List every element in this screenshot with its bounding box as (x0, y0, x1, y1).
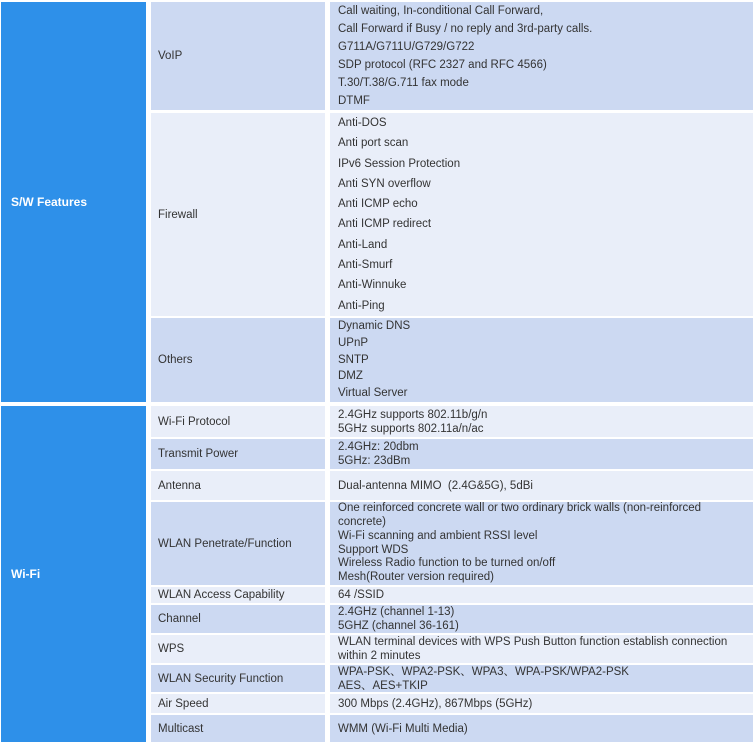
value-line: Anti-Ping (338, 299, 385, 312)
row-values-cell (330, 635, 753, 663)
spec-row-channel (151, 605, 753, 633)
row-values-cell (330, 2, 753, 110)
value-line: SDP protocol (RFC 2327 and RFC 4566) (338, 59, 547, 71)
row-label: Wi-Fi Protocol (158, 415, 231, 428)
row-values-cell (330, 694, 753, 713)
spec-row-antenna (151, 471, 753, 500)
row-label-cell (151, 502, 325, 585)
row-label-cell (151, 113, 325, 316)
spec-row-firewall (151, 113, 753, 316)
value-line: WLAN terminal devices with WPS Push Button function establish connection (338, 636, 728, 648)
row-values-cell (330, 406, 753, 437)
value-line: Dynamic DNS (338, 320, 411, 332)
value-line: Call Forward if Busy / no reply and 3rd-party calls. (338, 23, 593, 35)
row-label: Firewall (158, 208, 198, 221)
value-line: 2.4GHz: 20dbm (338, 441, 419, 453)
row-label-cell (151, 439, 325, 469)
value-line: DMZ (338, 370, 363, 383)
row-values-cell (330, 113, 753, 316)
spec-row-transmit-power (151, 439, 753, 469)
value-line: UPnP (338, 336, 369, 349)
value-line: Wireless Radio function to be turned on/off (338, 557, 556, 570)
row-label-cell (151, 318, 325, 402)
value-line: One reinforced concrete wall or two ordinary brick walls (non-reinforced (338, 502, 702, 515)
row-label: WPS (158, 643, 185, 655)
row-label-cell (151, 665, 325, 692)
value-line: 5GHz: 23dBm (338, 455, 411, 467)
spec-row-wlan-penetrate-function (151, 502, 753, 585)
value-line: concrete) (338, 515, 386, 528)
row-values-cell (330, 502, 753, 585)
value-line: Support WDS (338, 543, 409, 556)
value-line: 5GHZ (channel 36-161) (338, 620, 459, 632)
row-label-cell (151, 715, 325, 742)
spec-row-wps (151, 635, 753, 663)
value-line: Anti-DOS (338, 117, 387, 129)
row-label-cell (151, 471, 325, 500)
spec-row-voip (151, 2, 753, 110)
row-label-cell (151, 587, 325, 603)
value-line: within 2 minutes (338, 650, 421, 662)
value-line: 5GHz supports 802.11a/n/ac (338, 422, 484, 435)
value-line: Mesh(Router version required) (338, 571, 494, 584)
row-label-cell (151, 635, 325, 663)
row-values-cell (330, 439, 753, 469)
value-line: Anti port scan (338, 137, 409, 150)
spec-row-wifi-protocol (151, 406, 753, 437)
row-label: Antenna (158, 479, 201, 492)
row-values-cell (330, 665, 753, 692)
row-label: Transmit Power (158, 448, 239, 460)
row-label: Air Speed (158, 697, 209, 710)
value-line: Anti ICMP echo (338, 198, 418, 211)
value-line: 2.4GHz supports 802.11b/g/n (338, 408, 488, 421)
row-label: WLAN Access Capability (158, 589, 285, 601)
row-label-cell (151, 2, 325, 110)
value-line: 300 Mbps (2.4GHz), 867Mbps (5GHz) (338, 697, 533, 710)
row-values-cell (330, 318, 753, 402)
section-cell-sw-features (1, 2, 146, 402)
value-line: Dual-antenna MIMO (2.4G&5G), 5dBi (338, 479, 533, 492)
section-cell-wifi (1, 406, 146, 742)
value-line: Virtual Server (338, 387, 408, 400)
row-label: Others (158, 354, 193, 366)
spec-row-others (151, 318, 753, 402)
spec-row-air-speed (151, 694, 753, 713)
row-label: WLAN Security Function (158, 672, 284, 685)
spec-row-wlan-security-function (151, 665, 753, 692)
row-values-cell (330, 715, 753, 742)
value-line: SNTP (338, 353, 369, 366)
value-line: Anti SYN overflow (338, 177, 431, 190)
row-values-cell (330, 471, 753, 500)
value-line: Anti ICMP redirect (338, 218, 432, 231)
spec-row-multicast (151, 715, 753, 742)
row-label: WLAN Penetrate/Function (158, 537, 292, 550)
value-line: Anti-Winnuke (338, 279, 407, 292)
section-label-sw-features: S/W Features (11, 195, 88, 209)
value-line: Wi-Fi scanning and ambient RSSI level (338, 529, 538, 542)
value-line: WPA-PSK、WPA2-PSK、WPA3、WPA-PSK/WPA2-PSK (338, 665, 629, 678)
value-line: DTMF (338, 95, 370, 107)
row-label: VoIP (158, 50, 183, 62)
value-line: IPv6 Session Protection (338, 157, 461, 170)
value-line: 2.4GHz (channel 1-13) (338, 606, 455, 618)
row-label: Multicast (158, 722, 204, 735)
value-line: Anti-Smurf (338, 259, 393, 272)
row-values-cell (330, 605, 753, 633)
row-label-cell (151, 406, 325, 437)
value-line: AES、AES+TKIP (338, 679, 428, 692)
value-line: G711A/G711U/G729/G722 (338, 41, 475, 53)
value-line: 64 /SSID (338, 589, 385, 601)
spec-row-wlan-access-capability (151, 587, 753, 603)
value-line: WMM (Wi-Fi Multi Media) (338, 722, 468, 735)
value-line: Anti-Land (338, 238, 388, 251)
section-label-wifi: Wi-Fi (11, 567, 41, 581)
row-label-cell (151, 694, 325, 713)
row-label: Channel (158, 613, 201, 625)
value-line: T.30/T.38/G.711 fax mode (338, 77, 469, 89)
row-label-cell (151, 605, 325, 633)
value-line: Call waiting, In-conditional Call Forward, (338, 5, 544, 17)
row-values-cell (330, 587, 753, 603)
